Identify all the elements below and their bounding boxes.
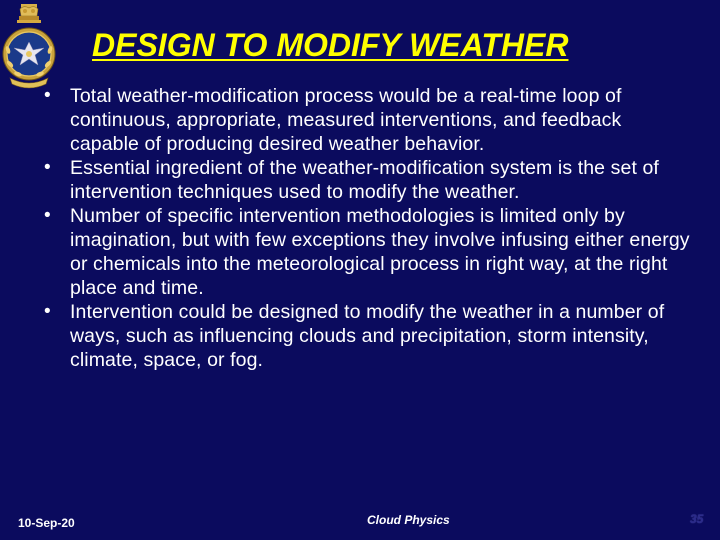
footer-date: 10-Sep-20 [18, 516, 75, 530]
air-force-crest-icon [0, 2, 58, 92]
bullet-text: Total weather-modification process would be a real-time loop of continuous, appropriate, measured interventions, and feedback capable of producing desired weather behavior. [70, 85, 622, 155]
bullet-item [0, 156, 690, 204]
bullet-text: Essential ingredient of the weather-modification system is the set of intervention techniques used to modify the weather. [70, 157, 659, 203]
bullet-dot-icon: • [44, 157, 51, 178]
bullet-text: Intervention could be designed to modify the weather in a number of ways, such as influencing clouds and precipitation, storm intensity, climate, space, or fog. [70, 301, 665, 371]
page-number: 35 [690, 512, 704, 526]
slide-title: DESIGN TO MODIFY WEATHER [92, 27, 569, 63]
bullet-list [0, 84, 690, 372]
bullet-item [0, 84, 690, 156]
bullet-dot-icon: • [44, 301, 51, 322]
footer-title: Cloud Physics [367, 513, 450, 527]
bullet-item [0, 300, 690, 372]
bullet-item [0, 204, 690, 300]
bullet-dot-icon: • [44, 85, 51, 106]
bullet-dot-icon: • [44, 205, 51, 226]
bullet-text: Number of specific intervention methodologies is limited only by imagination, but with few exceptions they involve infusing either energy or chemicals into the meteorological process in right way, at the right place and time. [70, 205, 690, 299]
